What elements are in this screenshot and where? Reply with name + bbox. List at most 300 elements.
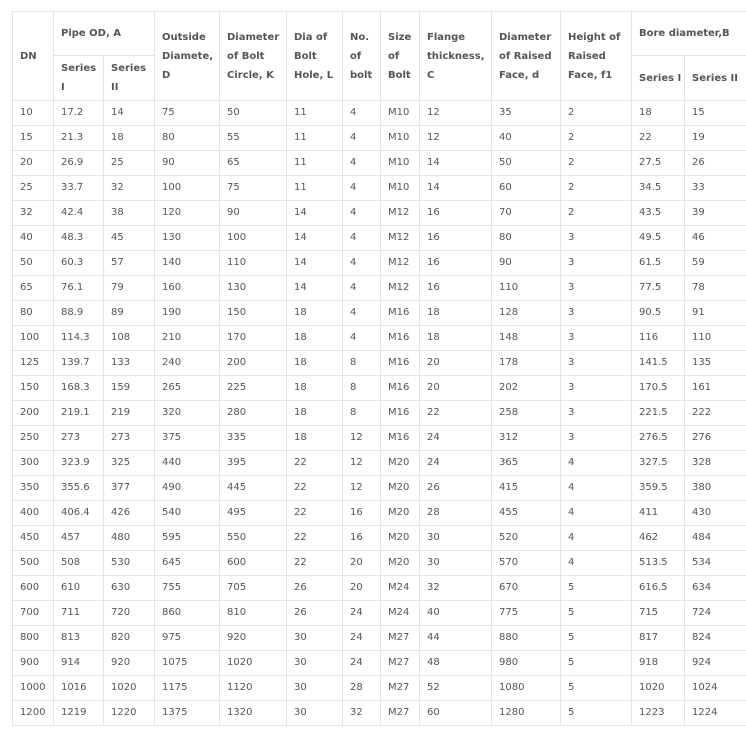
flange-dimensions-table (12, 11, 746, 726)
cell-no-of-bolt: 4 (343, 126, 381, 151)
table-row (13, 476, 746, 501)
header-bolt-hole: Dia of Bolt Hole, L (287, 12, 343, 101)
cell-flange-thickness: 52 (420, 676, 492, 701)
cell-size-of-bolt: M27 (381, 651, 420, 676)
cell-dn: 900 (13, 651, 54, 676)
cell-size-of-bolt: M12 (381, 276, 420, 301)
cell-bore-series-1: 49.5 (632, 226, 685, 251)
cell-flange-thickness: 24 (420, 426, 492, 451)
cell-bolt-circle: 280 (220, 401, 287, 426)
cell-pipe-od-series-1: 26.9 (54, 151, 104, 176)
cell-raised-face-diameter: 128 (492, 301, 561, 326)
cell-flange-thickness: 18 (420, 301, 492, 326)
cell-pipe-od-series-2: 38 (104, 201, 155, 226)
cell-dn: 400 (13, 501, 54, 526)
cell-pipe-od-series-2: 720 (104, 601, 155, 626)
cell-raised-face-diameter: 775 (492, 601, 561, 626)
cell-dn: 700 (13, 601, 54, 626)
cell-no-of-bolt: 4 (343, 251, 381, 276)
cell-raised-face-height: 3 (561, 426, 632, 451)
cell-flange-thickness: 20 (420, 376, 492, 401)
cell-bolt-hole: 11 (287, 126, 343, 151)
cell-pipe-od-series-1: 711 (54, 601, 104, 626)
cell-bolt-hole: 14 (287, 226, 343, 251)
cell-outside-diameter: 265 (155, 376, 220, 401)
cell-bolt-circle: 200 (220, 351, 287, 376)
table-row (13, 651, 746, 676)
cell-bore-series-2: 484 (685, 526, 746, 551)
cell-size-of-bolt: M20 (381, 501, 420, 526)
cell-bolt-circle: 50 (220, 101, 287, 126)
cell-outside-diameter: 595 (155, 526, 220, 551)
cell-raised-face-diameter: 40 (492, 126, 561, 151)
header-outside-diameter: Outside Diamete, D (155, 12, 220, 101)
cell-no-of-bolt: 4 (343, 301, 381, 326)
cell-bolt-circle: 600 (220, 551, 287, 576)
cell-bolt-hole: 26 (287, 576, 343, 601)
cell-dn: 300 (13, 451, 54, 476)
table-row (13, 251, 746, 276)
cell-raised-face-height: 3 (561, 226, 632, 251)
cell-raised-face-height: 5 (561, 626, 632, 651)
cell-bolt-hole: 18 (287, 401, 343, 426)
cell-no-of-bolt: 24 (343, 651, 381, 676)
cell-size-of-bolt: M27 (381, 626, 420, 651)
cell-outside-diameter: 90 (155, 151, 220, 176)
cell-bore-series-2: 78 (685, 276, 746, 301)
cell-bolt-circle: 335 (220, 426, 287, 451)
cell-size-of-bolt: M10 (381, 126, 420, 151)
cell-outside-diameter: 645 (155, 551, 220, 576)
cell-pipe-od-series-2: 57 (104, 251, 155, 276)
cell-bore-series-2: 380 (685, 476, 746, 501)
cell-flange-thickness: 12 (420, 126, 492, 151)
cell-bolt-circle: 550 (220, 526, 287, 551)
cell-pipe-od-series-2: 79 (104, 276, 155, 301)
cell-raised-face-height: 2 (561, 176, 632, 201)
cell-flange-thickness: 40 (420, 601, 492, 626)
table-row (13, 426, 746, 451)
cell-bore-series-1: 513.5 (632, 551, 685, 576)
cell-raised-face-diameter: 880 (492, 626, 561, 651)
cell-raised-face-diameter: 90 (492, 251, 561, 276)
cell-no-of-bolt: 4 (343, 151, 381, 176)
cell-outside-diameter: 190 (155, 301, 220, 326)
cell-pipe-od-series-2: 108 (104, 326, 155, 351)
cell-pipe-od-series-1: 60.3 (54, 251, 104, 276)
cell-pipe-od-series-1: 1016 (54, 676, 104, 701)
cell-outside-diameter: 320 (155, 401, 220, 426)
cell-raised-face-height: 3 (561, 301, 632, 326)
cell-pipe-od-series-1: 813 (54, 626, 104, 651)
table-row (13, 526, 746, 551)
cell-bore-series-2: 59 (685, 251, 746, 276)
cell-raised-face-diameter: 670 (492, 576, 561, 601)
cell-pipe-od-series-2: 426 (104, 501, 155, 526)
header-no-of-bolt: No. of bolt (343, 12, 381, 101)
cell-bore-series-2: 19 (685, 126, 746, 151)
cell-pipe-od-series-2: 480 (104, 526, 155, 551)
cell-bolt-circle: 65 (220, 151, 287, 176)
cell-bore-series-1: 77.5 (632, 276, 685, 301)
cell-bolt-hole: 14 (287, 276, 343, 301)
cell-no-of-bolt: 20 (343, 551, 381, 576)
table-row (13, 601, 746, 626)
cell-raised-face-diameter: 202 (492, 376, 561, 401)
cell-bolt-hole: 22 (287, 526, 343, 551)
cell-no-of-bolt: 4 (343, 326, 381, 351)
cell-flange-thickness: 16 (420, 251, 492, 276)
cell-outside-diameter: 100 (155, 176, 220, 201)
cell-bolt-circle: 395 (220, 451, 287, 476)
cell-flange-thickness: 26 (420, 476, 492, 501)
cell-pipe-od-series-1: 273 (54, 426, 104, 451)
table-row (13, 201, 746, 226)
cell-bore-series-2: 634 (685, 576, 746, 601)
cell-raised-face-height: 3 (561, 326, 632, 351)
cell-bolt-circle: 495 (220, 501, 287, 526)
cell-dn: 40 (13, 226, 54, 251)
cell-size-of-bolt: M12 (381, 251, 420, 276)
table-row (13, 376, 746, 401)
table-row (13, 126, 746, 151)
header-row-1 (13, 12, 746, 56)
table-header (13, 12, 746, 101)
cell-raised-face-height: 2 (561, 101, 632, 126)
cell-bolt-hole: 22 (287, 501, 343, 526)
cell-dn: 250 (13, 426, 54, 451)
cell-bolt-hole: 11 (287, 176, 343, 201)
cell-size-of-bolt: M20 (381, 526, 420, 551)
cell-pipe-od-series-2: 1020 (104, 676, 155, 701)
cell-no-of-bolt: 32 (343, 701, 381, 726)
cell-bore-series-2: 33 (685, 176, 746, 201)
cell-raised-face-diameter: 520 (492, 526, 561, 551)
cell-raised-face-diameter: 258 (492, 401, 561, 426)
cell-raised-face-height: 4 (561, 526, 632, 551)
cell-pipe-od-series-2: 45 (104, 226, 155, 251)
cell-size-of-bolt: M16 (381, 351, 420, 376)
cell-flange-thickness: 16 (420, 276, 492, 301)
cell-raised-face-height: 5 (561, 701, 632, 726)
cell-bore-series-2: 15 (685, 101, 746, 126)
cell-bore-series-2: 135 (685, 351, 746, 376)
cell-pipe-od-series-1: 610 (54, 576, 104, 601)
cell-flange-thickness: 30 (420, 551, 492, 576)
cell-no-of-bolt: 4 (343, 201, 381, 226)
header-flange-thickness: Flange thickness, C (420, 12, 492, 101)
cell-raised-face-diameter: 312 (492, 426, 561, 451)
cell-dn: 32 (13, 201, 54, 226)
cell-pipe-od-series-1: 323.9 (54, 451, 104, 476)
cell-bore-series-1: 359.5 (632, 476, 685, 501)
cell-bore-series-2: 276 (685, 426, 746, 451)
cell-bore-series-1: 61.5 (632, 251, 685, 276)
cell-outside-diameter: 130 (155, 226, 220, 251)
cell-raised-face-diameter: 80 (492, 226, 561, 251)
cell-bore-series-1: 170.5 (632, 376, 685, 401)
cell-pipe-od-series-1: 1219 (54, 701, 104, 726)
cell-flange-thickness: 14 (420, 176, 492, 201)
cell-pipe-od-series-1: 114.3 (54, 326, 104, 351)
cell-outside-diameter: 240 (155, 351, 220, 376)
cell-bolt-hole: 30 (287, 626, 343, 651)
table-row (13, 551, 746, 576)
cell-dn: 1000 (13, 676, 54, 701)
cell-bolt-circle: 130 (220, 276, 287, 301)
cell-raised-face-diameter: 178 (492, 351, 561, 376)
cell-no-of-bolt: 12 (343, 426, 381, 451)
table-row (13, 176, 746, 201)
cell-pipe-od-series-1: 508 (54, 551, 104, 576)
cell-raised-face-height: 5 (561, 601, 632, 626)
cell-bore-series-2: 222 (685, 401, 746, 426)
cell-raised-face-height: 2 (561, 201, 632, 226)
cell-bolt-hole: 18 (287, 376, 343, 401)
table-row (13, 326, 746, 351)
cell-raised-face-height: 2 (561, 151, 632, 176)
cell-bore-series-1: 1223 (632, 701, 685, 726)
cell-raised-face-diameter: 1280 (492, 701, 561, 726)
cell-raised-face-diameter: 455 (492, 501, 561, 526)
cell-bore-series-1: 141.5 (632, 351, 685, 376)
cell-bore-series-1: 462 (632, 526, 685, 551)
cell-no-of-bolt: 20 (343, 576, 381, 601)
cell-pipe-od-series-1: 42.4 (54, 201, 104, 226)
cell-no-of-bolt: 12 (343, 476, 381, 501)
cell-bore-series-2: 110 (685, 326, 746, 351)
cell-bolt-hole: 30 (287, 701, 343, 726)
cell-pipe-od-series-1: 406.4 (54, 501, 104, 526)
cell-dn: 25 (13, 176, 54, 201)
cell-raised-face-diameter: 60 (492, 176, 561, 201)
flange-dimensions-table-container (12, 11, 746, 726)
cell-bore-series-1: 34.5 (632, 176, 685, 201)
header-raised-face-height: Height of Raised Face, f1 (561, 12, 632, 101)
cell-bore-series-2: 91 (685, 301, 746, 326)
cell-flange-thickness: 44 (420, 626, 492, 651)
cell-raised-face-diameter: 50 (492, 151, 561, 176)
cell-bolt-circle: 55 (220, 126, 287, 151)
cell-bore-series-2: 1024 (685, 676, 746, 701)
cell-pipe-od-series-2: 32 (104, 176, 155, 201)
cell-bore-series-2: 724 (685, 601, 746, 626)
cell-no-of-bolt: 4 (343, 176, 381, 201)
cell-size-of-bolt: M10 (381, 176, 420, 201)
cell-bore-series-2: 430 (685, 501, 746, 526)
cell-bolt-hole: 11 (287, 151, 343, 176)
cell-dn: 20 (13, 151, 54, 176)
cell-raised-face-height: 3 (561, 251, 632, 276)
cell-bolt-hole: 30 (287, 676, 343, 701)
cell-no-of-bolt: 24 (343, 601, 381, 626)
cell-bore-series-2: 46 (685, 226, 746, 251)
cell-pipe-od-series-1: 21.3 (54, 126, 104, 151)
cell-dn: 800 (13, 626, 54, 651)
table-row (13, 576, 746, 601)
cell-flange-thickness: 18 (420, 326, 492, 351)
cell-bolt-circle: 170 (220, 326, 287, 351)
header-bore-diameter: Bore diameter,B (632, 12, 746, 56)
table-row (13, 701, 746, 726)
cell-pipe-od-series-1: 168.3 (54, 376, 104, 401)
cell-outside-diameter: 80 (155, 126, 220, 151)
cell-outside-diameter: 540 (155, 501, 220, 526)
cell-raised-face-diameter: 110 (492, 276, 561, 301)
cell-pipe-od-series-2: 14 (104, 101, 155, 126)
table-row (13, 301, 746, 326)
cell-pipe-od-series-2: 219 (104, 401, 155, 426)
table-row (13, 451, 746, 476)
cell-bolt-circle: 100 (220, 226, 287, 251)
cell-pipe-od-series-2: 159 (104, 376, 155, 401)
cell-bore-series-1: 715 (632, 601, 685, 626)
cell-bolt-hole: 30 (287, 651, 343, 676)
cell-dn: 65 (13, 276, 54, 301)
cell-outside-diameter: 860 (155, 601, 220, 626)
cell-bore-series-2: 161 (685, 376, 746, 401)
cell-flange-thickness: 32 (420, 576, 492, 601)
cell-no-of-bolt: 4 (343, 226, 381, 251)
cell-bolt-hole: 22 (287, 451, 343, 476)
table-row (13, 151, 746, 176)
cell-raised-face-height: 5 (561, 651, 632, 676)
cell-bolt-circle: 110 (220, 251, 287, 276)
cell-no-of-bolt: 4 (343, 101, 381, 126)
cell-flange-thickness: 22 (420, 401, 492, 426)
cell-flange-thickness: 28 (420, 501, 492, 526)
cell-size-of-bolt: M16 (381, 376, 420, 401)
cell-bore-series-2: 328 (685, 451, 746, 476)
cell-pipe-od-series-1: 139.7 (54, 351, 104, 376)
cell-bore-series-1: 327.5 (632, 451, 685, 476)
cell-bolt-circle: 1320 (220, 701, 287, 726)
header-pipe-od-series-1: Series I (54, 56, 104, 101)
cell-bolt-hole: 22 (287, 476, 343, 501)
cell-raised-face-height: 4 (561, 476, 632, 501)
cell-bore-series-1: 918 (632, 651, 685, 676)
cell-pipe-od-series-1: 914 (54, 651, 104, 676)
cell-flange-thickness: 12 (420, 101, 492, 126)
cell-outside-diameter: 490 (155, 476, 220, 501)
cell-size-of-bolt: M16 (381, 301, 420, 326)
header-raised-face-diameter: Diameter of Raised Face, d (492, 12, 561, 101)
cell-raised-face-height: 3 (561, 276, 632, 301)
cell-outside-diameter: 375 (155, 426, 220, 451)
cell-bolt-circle: 75 (220, 176, 287, 201)
cell-size-of-bolt: M12 (381, 226, 420, 251)
cell-raised-face-diameter: 70 (492, 201, 561, 226)
cell-outside-diameter: 160 (155, 276, 220, 301)
cell-raised-face-height: 4 (561, 551, 632, 576)
cell-bore-series-2: 824 (685, 626, 746, 651)
cell-pipe-od-series-2: 325 (104, 451, 155, 476)
cell-pipe-od-series-1: 48.3 (54, 226, 104, 251)
cell-pipe-od-series-2: 1220 (104, 701, 155, 726)
cell-dn: 1200 (13, 701, 54, 726)
cell-dn: 100 (13, 326, 54, 351)
cell-size-of-bolt: M24 (381, 576, 420, 601)
table-row (13, 626, 746, 651)
cell-raised-face-diameter: 415 (492, 476, 561, 501)
cell-dn: 200 (13, 401, 54, 426)
cell-size-of-bolt: M24 (381, 601, 420, 626)
cell-raised-face-height: 5 (561, 576, 632, 601)
cell-outside-diameter: 120 (155, 201, 220, 226)
header-bore-series-2: Series II (685, 56, 746, 101)
cell-bore-series-1: 221.5 (632, 401, 685, 426)
cell-no-of-bolt: 8 (343, 401, 381, 426)
cell-outside-diameter: 1075 (155, 651, 220, 676)
cell-raised-face-diameter: 570 (492, 551, 561, 576)
table-row (13, 351, 746, 376)
cell-flange-thickness: 14 (420, 151, 492, 176)
cell-no-of-bolt: 24 (343, 626, 381, 651)
cell-bolt-circle: 1120 (220, 676, 287, 701)
cell-bore-series-1: 43.5 (632, 201, 685, 226)
header-size-of-bolt: Size of Bolt (381, 12, 420, 101)
cell-pipe-od-series-1: 17.2 (54, 101, 104, 126)
cell-bolt-circle: 225 (220, 376, 287, 401)
cell-bolt-hole: 14 (287, 201, 343, 226)
cell-bolt-hole: 18 (287, 326, 343, 351)
cell-flange-thickness: 60 (420, 701, 492, 726)
cell-flange-thickness: 30 (420, 526, 492, 551)
cell-dn: 50 (13, 251, 54, 276)
cell-raised-face-diameter: 148 (492, 326, 561, 351)
cell-outside-diameter: 210 (155, 326, 220, 351)
cell-bolt-hole: 18 (287, 351, 343, 376)
cell-bore-series-2: 39 (685, 201, 746, 226)
cell-raised-face-diameter: 1080 (492, 676, 561, 701)
cell-dn: 125 (13, 351, 54, 376)
cell-bore-series-1: 22 (632, 126, 685, 151)
cell-raised-face-height: 4 (561, 451, 632, 476)
cell-pipe-od-series-2: 25 (104, 151, 155, 176)
cell-bolt-circle: 810 (220, 601, 287, 626)
header-pipe-od-series-2: Series II (104, 56, 155, 101)
cell-flange-thickness: 48 (420, 651, 492, 676)
cell-size-of-bolt: M27 (381, 676, 420, 701)
cell-no-of-bolt: 8 (343, 351, 381, 376)
cell-bolt-circle: 1020 (220, 651, 287, 676)
cell-size-of-bolt: M20 (381, 476, 420, 501)
cell-pipe-od-series-2: 530 (104, 551, 155, 576)
header-bore-series-1: Series I (632, 56, 685, 101)
table-row (13, 401, 746, 426)
cell-bore-series-1: 817 (632, 626, 685, 651)
cell-bolt-hole: 11 (287, 101, 343, 126)
cell-bolt-circle: 920 (220, 626, 287, 651)
cell-dn: 350 (13, 476, 54, 501)
cell-pipe-od-series-2: 18 (104, 126, 155, 151)
cell-bore-series-1: 27.5 (632, 151, 685, 176)
cell-size-of-bolt: M16 (381, 401, 420, 426)
table-row (13, 676, 746, 701)
cell-bore-series-1: 18 (632, 101, 685, 126)
cell-size-of-bolt: M20 (381, 551, 420, 576)
cell-dn: 10 (13, 101, 54, 126)
cell-bolt-hole: 22 (287, 551, 343, 576)
cell-bolt-hole: 14 (287, 251, 343, 276)
cell-no-of-bolt: 28 (343, 676, 381, 701)
cell-outside-diameter: 75 (155, 101, 220, 126)
cell-size-of-bolt: M27 (381, 701, 420, 726)
cell-dn: 450 (13, 526, 54, 551)
cell-bore-series-1: 616.5 (632, 576, 685, 601)
cell-bolt-hole: 18 (287, 301, 343, 326)
cell-size-of-bolt: M10 (381, 151, 420, 176)
